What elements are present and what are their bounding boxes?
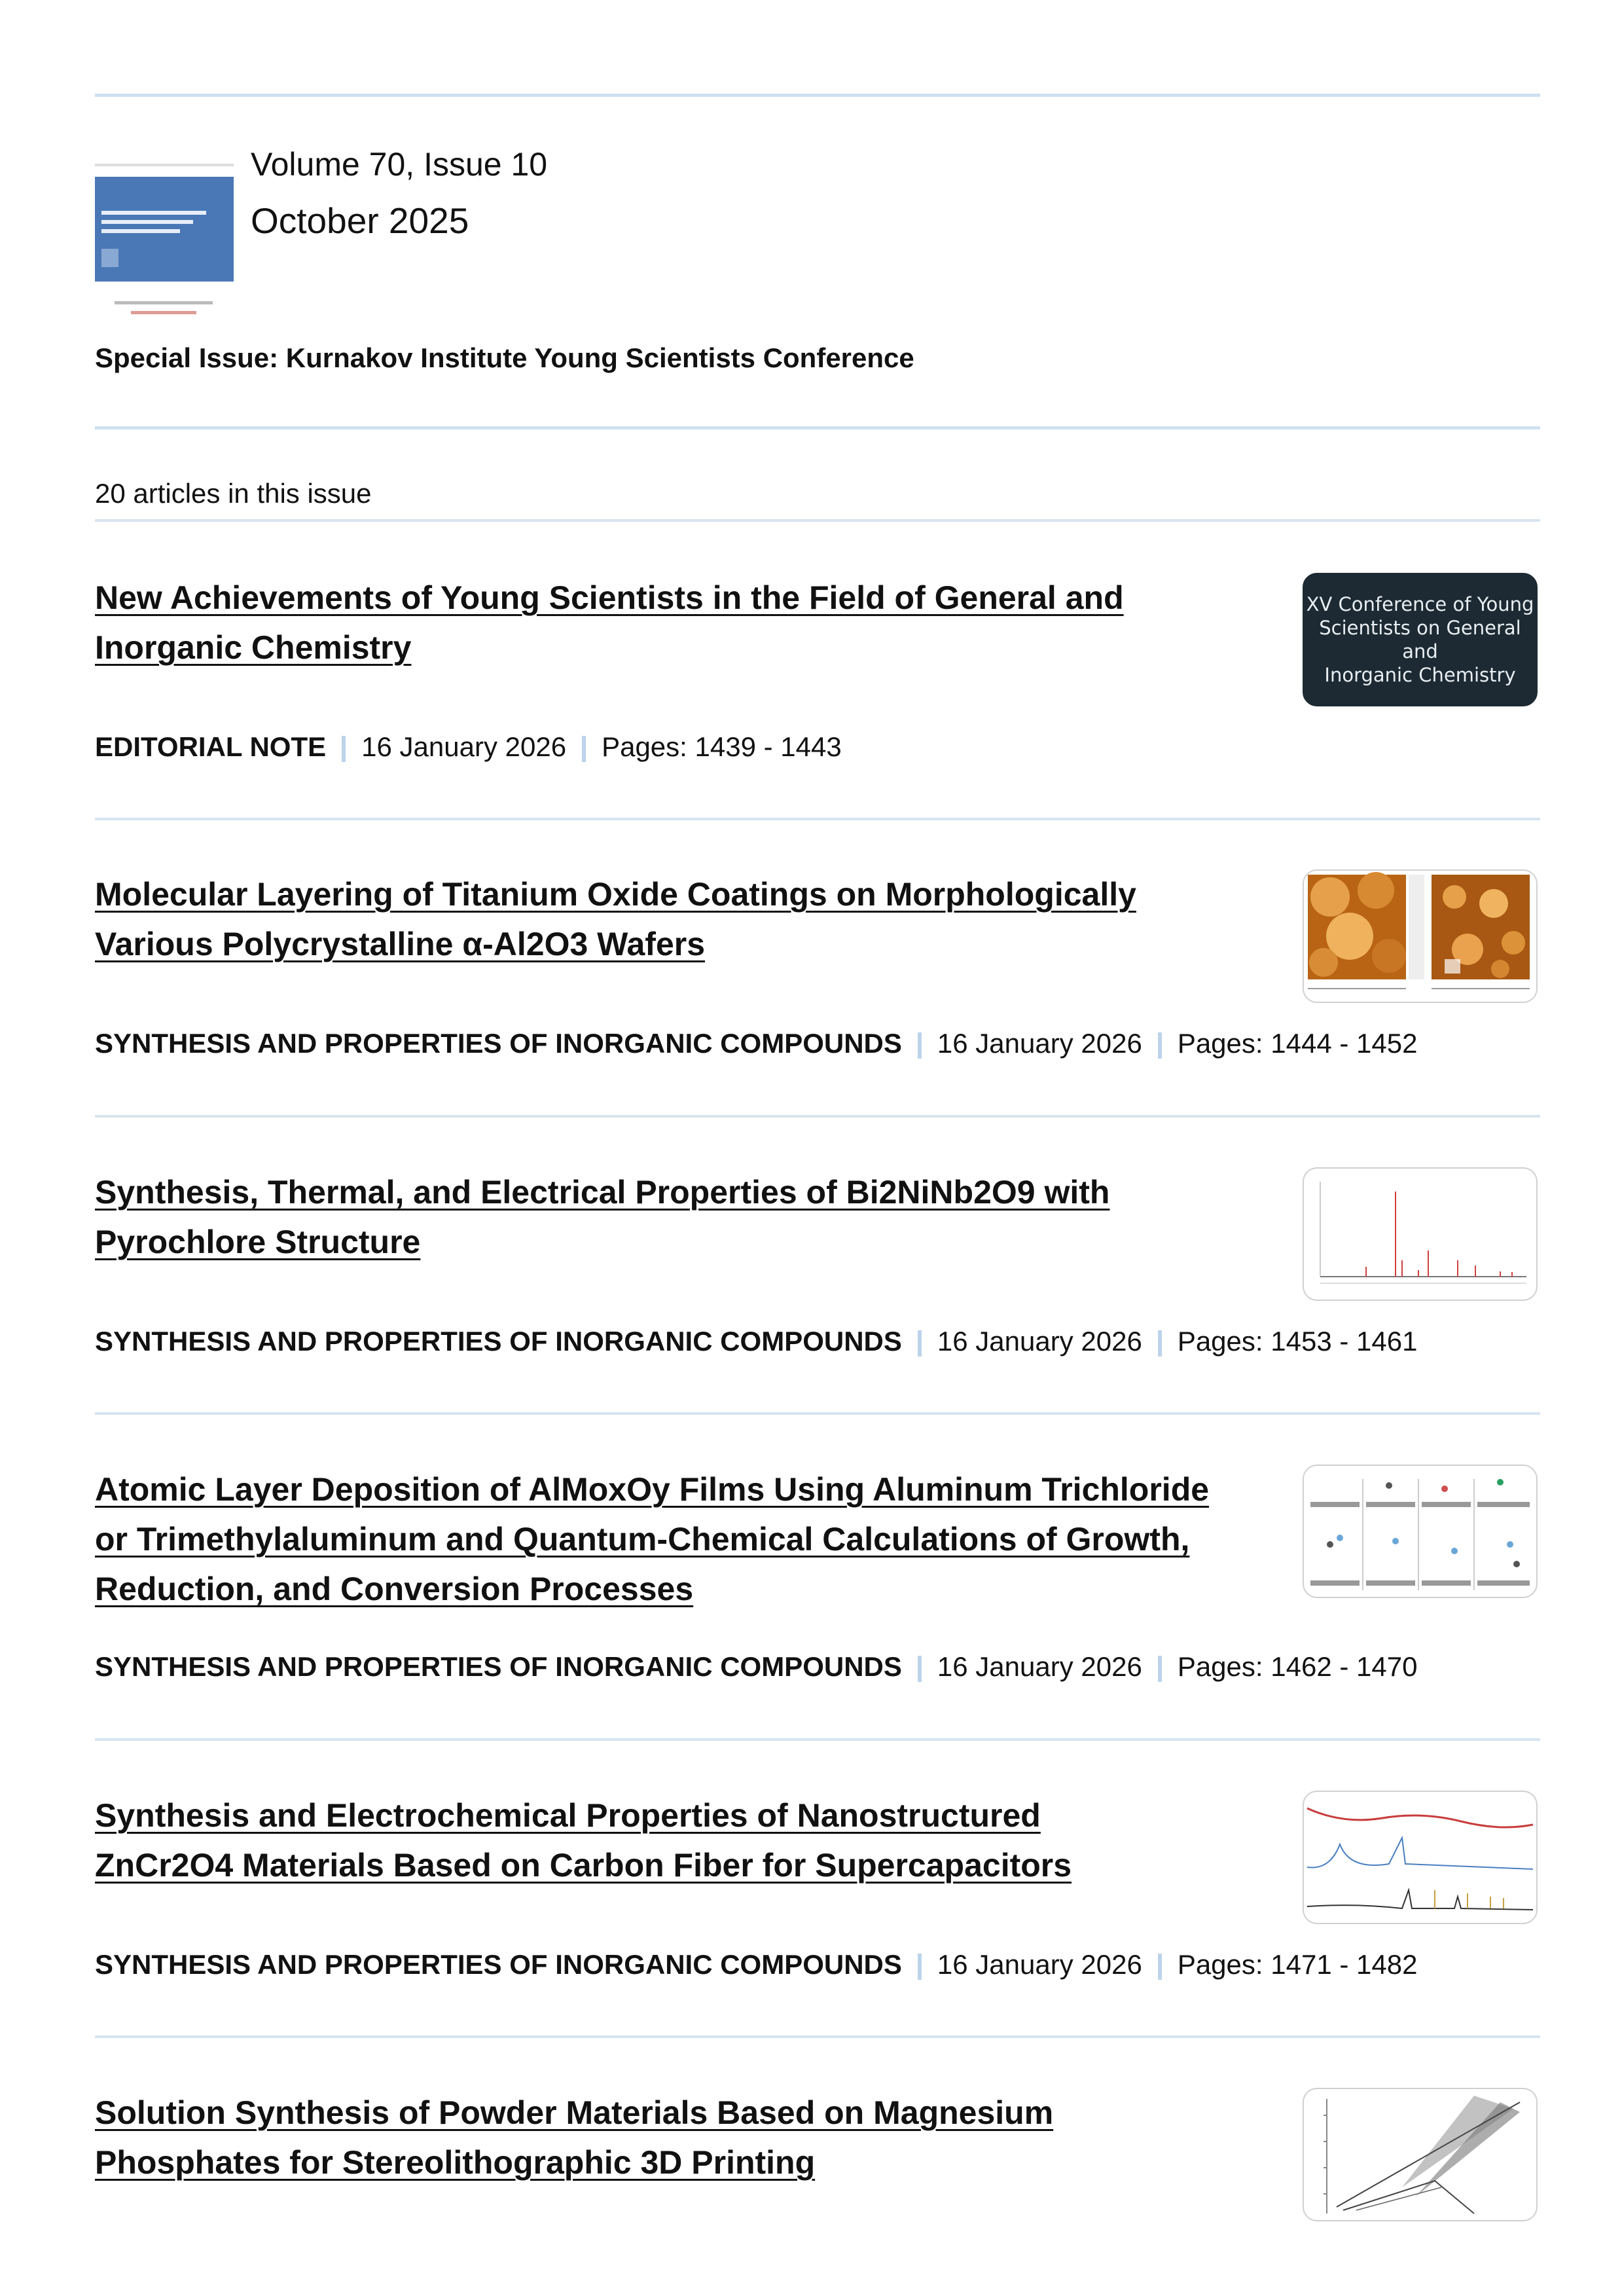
article-title[interactable] [95, 1167, 1247, 1267]
cover-topline [95, 164, 234, 166]
article-thumbnail[interactable] [1303, 1465, 1538, 1598]
article-date: 16 January 2026 [937, 1326, 1142, 1357]
article-divider [95, 1738, 1540, 1741]
thumbnail-caption-line: Scientists on General and [1319, 617, 1521, 663]
article-date: 16 January 2026 [937, 1949, 1142, 1980]
article-title[interactable] [95, 1791, 1247, 1890]
article-title-line[interactable]: or Trimethylaluminum and Quantum-Chemical Calculations of Growth, [95, 1521, 1190, 1558]
cover-publisher-line [115, 301, 213, 304]
issue-volume: Volume 70, Issue 10 [251, 146, 548, 183]
article-meta [95, 1949, 1417, 1980]
article-title-line[interactable]: Atomic Layer Deposition of AlMoxOy Films Using Aluminum Trichloride [95, 1471, 1210, 1508]
article-title-line[interactable]: Molecular Layering of Titanium Oxide Coatings on Morphologically [95, 876, 1136, 913]
article-pages: Pages: 1453 - 1461 [1177, 1326, 1418, 1357]
article-title[interactable] [95, 2088, 1247, 2187]
article-category: SYNTHESIS AND PROPERTIES OF INORGANIC COMPOUNDS [95, 1651, 902, 1682]
meta-separator [582, 736, 586, 762]
article-divider [95, 1115, 1540, 1118]
meta-separator [918, 1032, 922, 1059]
cover-publisher-logo [131, 311, 196, 314]
meta-separator [1158, 1032, 1162, 1059]
article-title-line[interactable]: Synthesis and Electrochemical Properties of Nanostructured [95, 1797, 1041, 1834]
meta-separator [1158, 1330, 1162, 1357]
article-title-line[interactable]: Pyrochlore Structure [95, 1224, 421, 1260]
article-thumbnail[interactable] [1303, 573, 1538, 706]
phase-diagram-image [1304, 2089, 1536, 2220]
article-pages: Pages: 1439 - 1443 [602, 731, 842, 762]
meta-separator [342, 736, 346, 762]
meta-separator [918, 1954, 922, 1980]
article-category: SYNTHESIS AND PROPERTIES OF INORGANIC COMPOUNDS [95, 1028, 902, 1059]
special-issue-title: Special Issue: Kurnakov Institute Young Scientists Conference [95, 342, 914, 373]
top-divider [95, 94, 1540, 97]
cover-panel [95, 177, 234, 282]
article-meta [95, 1028, 1417, 1059]
meta-separator [1158, 1656, 1162, 1682]
thumbnail-caption-line: Inorganic Chemistry [1324, 664, 1516, 686]
cover-volume-box [101, 249, 118, 267]
article-title-line[interactable]: Phosphates for Stereolithographic 3D Printing [95, 2144, 816, 2181]
header-divider [95, 426, 1540, 429]
article-pages: Pages: 1462 - 1470 [1177, 1651, 1418, 1682]
article-date: 16 January 2026 [937, 1028, 1142, 1059]
article-meta [95, 731, 842, 763]
article-date: 16 January 2026 [937, 1651, 1142, 1682]
article-title[interactable] [95, 573, 1247, 672]
thumbnail-caption [1304, 574, 1536, 705]
article-pages: Pages: 1444 - 1452 [1177, 1028, 1418, 1059]
article-title[interactable] [95, 869, 1247, 969]
article-title-line[interactable]: New Achievements of Young Scientists in the Field of General and [95, 579, 1124, 616]
article-title-line[interactable]: Reduction, and Conversion Processes [95, 1571, 694, 1607]
article-meta [95, 1651, 1417, 1683]
thumbnail-caption-line: XV Conference of Young [1306, 593, 1534, 615]
afm-micrograph-image [1304, 871, 1536, 1002]
article-meta [95, 1326, 1417, 1357]
article-title-line[interactable]: Solution Synthesis of Powder Materials Based on Magnesium [95, 2094, 1054, 2131]
article-category: SYNTHESIS AND PROPERTIES OF INORGANIC COMPOUNDS [95, 1326, 902, 1357]
article-title-line[interactable]: Inorganic Chemistry [95, 629, 412, 666]
article-divider [95, 1412, 1540, 1415]
article-pages: Pages: 1471 - 1482 [1177, 1949, 1418, 1980]
article-divider [95, 818, 1540, 820]
diffraction-curves-image [1304, 1792, 1536, 1923]
cover-title-line [101, 220, 193, 224]
article-title-line[interactable]: Synthesis, Thermal, and Electrical Properties of Bi2NiNb2O9 with [95, 1174, 1110, 1211]
cover-title-line [101, 229, 180, 233]
list-divider [95, 519, 1540, 522]
article-category: EDITORIAL NOTE [95, 731, 327, 762]
meta-separator [918, 1330, 922, 1357]
article-thumbnail[interactable] [1303, 2088, 1538, 2221]
article-title[interactable] [95, 1465, 1247, 1614]
article-title-line[interactable]: Various Polycrystalline α-Al2O3 Wafers [95, 926, 706, 962]
article-date: 16 January 2026 [361, 731, 567, 762]
xrd-pattern-image [1304, 1169, 1536, 1300]
article-thumbnail[interactable] [1303, 1791, 1538, 1924]
meta-separator [1158, 1954, 1162, 1980]
meta-separator [918, 1656, 922, 1682]
issue-date: October 2025 [251, 200, 469, 241]
reaction-scheme-image [1304, 1466, 1536, 1597]
article-thumbnail[interactable] [1303, 1167, 1538, 1301]
article-divider [95, 2035, 1540, 2038]
article-category: SYNTHESIS AND PROPERTIES OF INORGANIC COMPOUNDS [95, 1949, 902, 1980]
cover-title-line [101, 211, 206, 215]
article-count: 20 articles in this issue [95, 478, 372, 509]
journal-cover-image[interactable] [95, 157, 234, 324]
article-title-line[interactable]: ZnCr2O4 Materials Based on Carbon Fiber for Supercapacitors [95, 1847, 1072, 1884]
article-thumbnail[interactable] [1303, 869, 1538, 1003]
